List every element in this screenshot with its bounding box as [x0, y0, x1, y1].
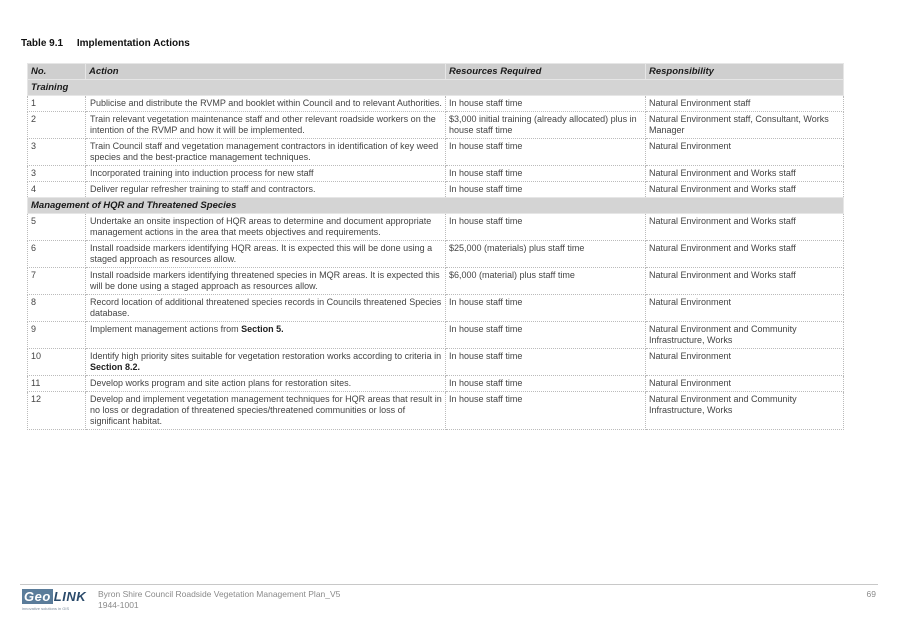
row-number: 12 — [28, 392, 86, 430]
table-row — [28, 349, 844, 376]
row-action — [86, 96, 446, 112]
action-text: Train relevant vegetation maintenance staff and other relevant roadside workers on the intention of the RVMP and how it will be implemented. — [90, 114, 436, 135]
row-number: 6 — [28, 241, 86, 268]
header-responsibility: Responsibility — [646, 64, 844, 80]
table-row — [28, 392, 844, 430]
row-resources: In house staff time — [446, 349, 646, 376]
row-responsibility: Natural Environment and Works staff — [646, 182, 844, 198]
table-row — [28, 139, 844, 166]
action-text: Undertake an onsite inspection of HQR areas to determine and document appropriate management actions in the area that meets objectives and requirements. — [90, 216, 432, 237]
action-text: Incorporated training into induction process for new staff — [90, 168, 314, 178]
row-responsibility: Natural Environment and Works staff — [646, 241, 844, 268]
action-text: Deliver regular refresher training to staff and contractors. — [90, 184, 316, 194]
action-tail: . — [137, 362, 141, 372]
row-number: 8 — [28, 295, 86, 322]
table-caption — [21, 38, 190, 49]
row-responsibility: Natural Environment staff, Consultant, Works Manager — [646, 112, 844, 139]
row-number: 5 — [28, 214, 86, 241]
row-number: 2 — [28, 112, 86, 139]
action-text: Train Council staff and vegetation management contractors in identification of key weed species and the best-practice management techniques. — [90, 141, 439, 162]
row-action — [86, 214, 446, 241]
row-number: 10 — [28, 349, 86, 376]
row-action — [86, 268, 446, 295]
row-resources: In house staff time — [446, 182, 646, 198]
row-action — [86, 295, 446, 322]
action-text: Develop works program and site action plans for restoration sites. — [90, 378, 352, 388]
row-number: 1 — [28, 96, 86, 112]
row-resources: $25,000 (materials) plus staff time — [446, 241, 646, 268]
action-text: Record location of additional threatened species records in Councils threatened Species database. — [90, 297, 442, 318]
footer-doc-number: 1944-1001 — [98, 600, 139, 610]
action-text: Implement management actions from — [90, 324, 242, 334]
row-resources: In house staff time — [446, 322, 646, 349]
row-number: 3 — [28, 166, 86, 182]
action-text: Develop and implement vegetation management techniques for HQR areas that result in no loss or degradation of threatened species/threatened communities or loss of significant habitat. — [90, 394, 442, 426]
section-row — [28, 198, 844, 214]
table-row — [28, 322, 844, 349]
row-resources: In house staff time — [446, 139, 646, 166]
table-row — [28, 166, 844, 182]
row-resources: $3,000 initial training (already allocated) plus in house staff time — [446, 112, 646, 139]
header-no: No. — [28, 64, 86, 80]
action-text: Publicise and distribute the RVMP and booklet within Council and to relevant Authorities. — [90, 98, 442, 108]
row-resources: In house staff time — [446, 392, 646, 430]
table-title: Implementation Actions — [76, 38, 190, 49]
row-resources: $6,000 (material) plus staff time — [446, 268, 646, 295]
action-text: Identify high priority sites suitable for vegetation restoration works according to criteria in — [90, 351, 442, 361]
table-row — [28, 96, 844, 112]
row-responsibility: Natural Environment — [646, 295, 844, 322]
implementation-actions-table — [27, 63, 844, 430]
table-row — [28, 241, 844, 268]
table-row — [28, 214, 844, 241]
row-action — [86, 241, 446, 268]
page-footer — [20, 584, 878, 619]
section-row — [28, 80, 844, 96]
row-number: 3 — [28, 139, 86, 166]
row-resources: In house staff time — [446, 214, 646, 241]
row-resources: In house staff time — [446, 96, 646, 112]
header-action: Action — [86, 64, 446, 80]
section-title: Training — [28, 80, 844, 96]
row-resources: In house staff time — [446, 295, 646, 322]
row-responsibility: Natural Environment and Works staff — [646, 268, 844, 295]
row-action — [86, 392, 446, 430]
table-row — [28, 112, 844, 139]
section-title: Management of HQR and Threatened Species — [28, 198, 844, 214]
row-responsibility: Natural Environment and Works staff — [646, 214, 844, 241]
table-row — [28, 295, 844, 322]
row-number: 11 — [28, 376, 86, 392]
geolink-logo — [22, 589, 90, 617]
table-body — [28, 80, 844, 430]
row-responsibility: Natural Environment and Community Infrastructure, Works — [646, 392, 844, 430]
table-number: Table 9.1 — [21, 38, 64, 49]
row-resources: In house staff time — [446, 166, 646, 182]
page-number: 69 — [866, 589, 876, 599]
row-action — [86, 376, 446, 392]
row-responsibility: Natural Environment — [646, 376, 844, 392]
row-number: 9 — [28, 322, 86, 349]
table-row — [28, 268, 844, 295]
section-reference: Section 5 — [241, 324, 282, 334]
row-responsibility: Natural Environment — [646, 349, 844, 376]
row-action — [86, 112, 446, 139]
row-responsibility: Natural Environment and Works staff — [646, 166, 844, 182]
row-action — [86, 166, 446, 182]
logo-tagline: innovative solutions in GIS — [22, 606, 70, 611]
row-action — [86, 349, 446, 376]
table-row — [28, 376, 844, 392]
row-number: 4 — [28, 182, 86, 198]
action-tail: . — [281, 324, 284, 334]
logo-prefix: Geo — [24, 589, 51, 604]
row-responsibility: Natural Environment staff — [646, 96, 844, 112]
row-action — [86, 139, 446, 166]
action-text: Install roadside markers identifying threatened species in MQR areas. It is expected this will be done using a staged approach as resources allow. — [90, 270, 440, 291]
row-action — [86, 182, 446, 198]
row-resources: In house staff time — [446, 376, 646, 392]
section-reference: Section 8.2 — [90, 362, 138, 372]
footer-doc-title: Byron Shire Council Roadside Vegetation Management Plan_V5 — [98, 589, 341, 599]
table-header-row — [28, 64, 844, 80]
action-text: Install roadside markers identifying HQR areas. It is expected this will be done using a staged approach as resources allow. — [90, 243, 433, 264]
row-responsibility: Natural Environment — [646, 139, 844, 166]
header-resources: Resources Required — [446, 64, 646, 80]
row-number: 7 — [28, 268, 86, 295]
logo-suffix: LINK — [53, 589, 87, 604]
footer-document-info — [98, 589, 340, 611]
row-responsibility: Natural Environment and Community Infrastructure, Works — [646, 322, 844, 349]
row-action — [86, 322, 446, 349]
table-row — [28, 182, 844, 198]
